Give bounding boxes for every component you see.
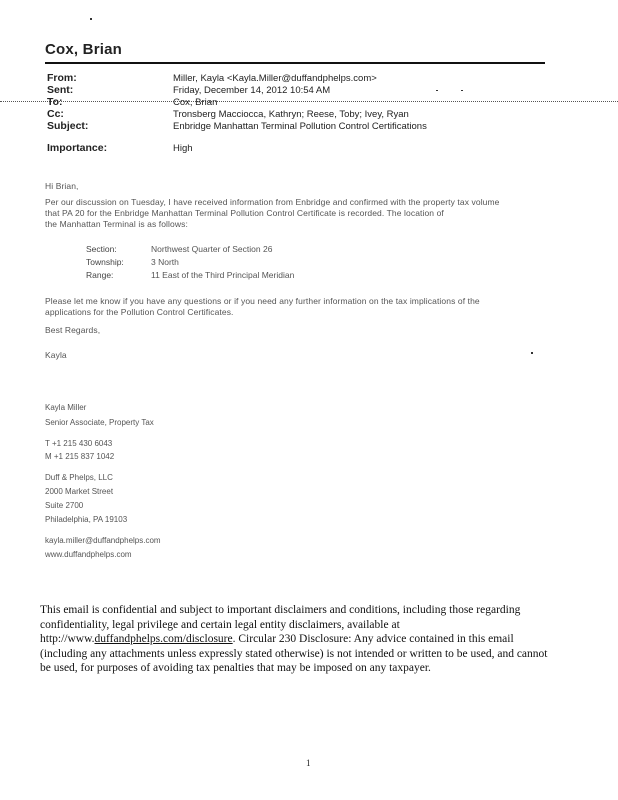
- range-value: 11 East of the Third Principal Meridian: [151, 270, 295, 280]
- importance-label: Importance:: [47, 142, 108, 154]
- section-label: Section:: [86, 244, 117, 254]
- scan-speck: [461, 90, 463, 91]
- township-label: Township:: [86, 257, 124, 267]
- page-number: 1: [306, 758, 311, 768]
- recipient-name: Cox, Brian: [45, 41, 123, 58]
- signature-city: Philadelphia, PA 19103: [45, 515, 128, 524]
- sent-label: Sent:: [47, 84, 74, 96]
- disclaimer-line-1: This email is confidential and subject to important disclaimers and conditions, including those regarding: [40, 604, 521, 616]
- signature-phone-m: M +1 215 837 1042: [45, 452, 115, 461]
- to-label: To:: [47, 96, 63, 108]
- from-value: Miller, Kayla <Kayla.Miller@duffandphelps.com>: [173, 73, 377, 84]
- disclaimer-line-2: confidentiality, legal privilege and certain legal entity disclaimers, available at: [40, 618, 400, 631]
- signature-suite: Suite 2700: [45, 501, 84, 510]
- paragraph-2-line-2: applications for the Pollution Control Certificates.: [45, 307, 234, 317]
- subject-value: Enbridge Manhattan Terminal Pollution Control Certifications: [173, 121, 427, 132]
- paragraph-1-line-3: the Manhattan Terminal is as follows:: [45, 219, 188, 229]
- paragraph-1-line-2: that PA 20 for the Enbridge Manhattan Terminal Pollution Control Certificate is recorded. The location of: [45, 208, 444, 218]
- closing: Best Regards,: [45, 325, 101, 335]
- signature-street: 2000 Market Street: [45, 487, 114, 496]
- signature-name: Kayla Miller: [45, 403, 87, 412]
- sign-off: Kayla: [45, 350, 67, 360]
- section-value: Northwest Quarter of Section 26: [151, 244, 273, 254]
- signature-company: Duff & Phelps, LLC: [45, 473, 113, 482]
- scan-speck: [436, 90, 438, 91]
- confidentiality-disclaimer: [40, 603, 585, 676]
- scan-speck: [531, 352, 533, 354]
- paragraph-2-line-1: Please let me know if you have any questions or if you need any further information on the tax implications of the: [45, 296, 480, 306]
- scan-speck: [90, 18, 92, 20]
- cc-label: Cc:: [47, 108, 64, 120]
- from-label: From:: [47, 72, 77, 84]
- disclaimer-url-prefix: http://www.: [40, 633, 95, 645]
- disclosure-link[interactable]: duffandphelps.com/disclosure: [94, 633, 233, 645]
- paragraph-1-line-1: Per our discussion on Tuesday, I have received information from Enbridge and confirmed with the property tax volume: [45, 197, 500, 207]
- sent-value: Friday, December 14, 2012 10:54 AM: [173, 85, 331, 96]
- disclaimer-line-3-rest: . Circular 230 Disclosure: Any advice contained in this email: [232, 633, 514, 645]
- to-value: Cox, Brian: [173, 97, 218, 108]
- range-label: Range:: [86, 270, 114, 280]
- signature-website: www.duffandphelps.com: [45, 550, 132, 559]
- scan-artifact-line: [0, 101, 618, 103]
- disclaimer-line-3: [40, 632, 585, 647]
- signature-phone-t: T +1 215 430 6043: [45, 439, 113, 448]
- cc-value: Tronsberg Macciocca, Kathryn; Reese, Toby; Ivey, Ryan: [173, 109, 409, 120]
- greeting: Hi Brian,: [45, 181, 79, 191]
- header-rule: [45, 62, 545, 64]
- township-value: 3 North: [151, 257, 179, 267]
- signature-email: kayla.miller@duffandphelps.com: [45, 536, 161, 545]
- importance-value: High: [173, 143, 193, 154]
- subject-label: Subject:: [47, 120, 89, 132]
- disclaimer-line-4: (including any attachments unless expressly stated otherwise) is not intended or written to be used, and cannot: [40, 647, 548, 660]
- disclaimer-line-5: be used, for purposes of avoiding tax penalties that may be imposed on any taxpayer.: [40, 662, 431, 674]
- signature-title: Senior Associate, Property Tax: [45, 418, 154, 427]
